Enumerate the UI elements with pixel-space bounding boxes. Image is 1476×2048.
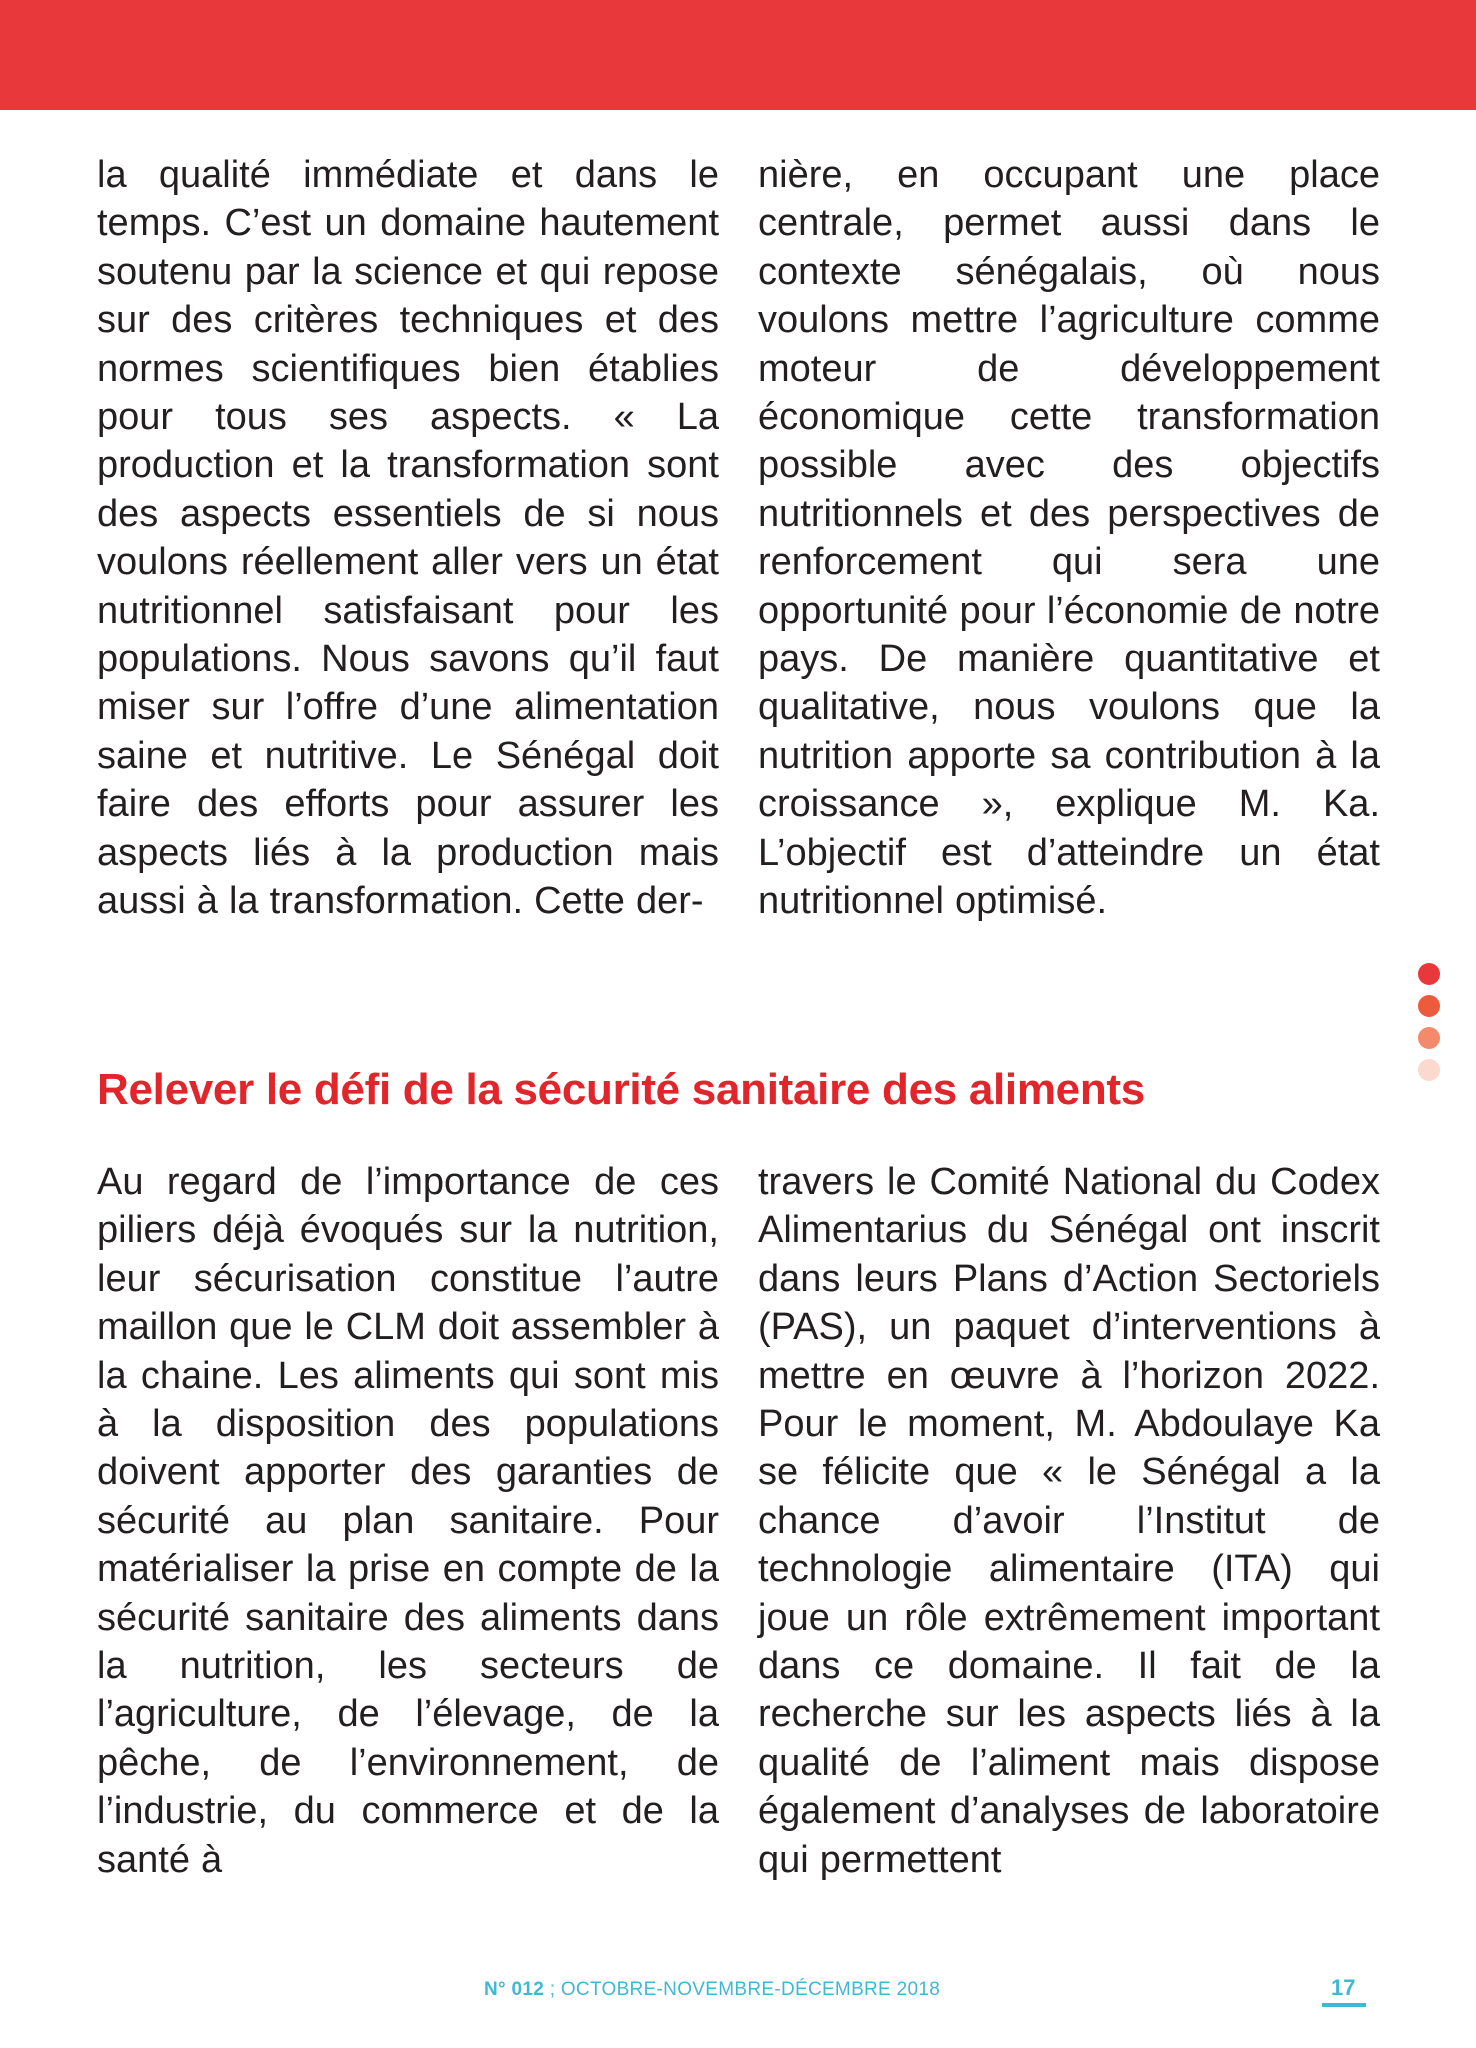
dot-3 — [1418, 1027, 1440, 1049]
section-heading: Relever le défi de la sécurité sanitaire des aliments — [97, 1065, 1145, 1114]
dot-2 — [1418, 995, 1440, 1017]
issue-date: ; OCTOBRE-NOVEMBRE-DÉCEMBRE 2018 — [544, 1979, 941, 2000]
issue-number: N° 012 — [484, 1979, 545, 2000]
article-column-top-right: nière, en occupant une place centrale, permet aussi dans le contexte sénégalais, où nous voulons mettre l’agriculture comme moteur de développement économique cette transformation possible avec des objectifs nutritionnels et des perspectives de renforcement qui sera une opportunité pour l’économie de notre pays. De manière quantitative et qualitative, nous voulons que la nutrition apporte sa contribution à la croissance », explique M. Ka. L’objectif est d’atteindre un état nutritionnel optimisé. — [758, 154, 1380, 923]
header-color-bar — [0, 0, 1476, 110]
article-column-top-left: la qualité immédiate et dans le temps. C’est un domaine hautement soutenu par la science et qui repose sur des critères techniques et des normes scientifiques bien établies pour tous ses aspects. « La production et la transformation sont des aspects essentiels de si nous voulons réellement aller vers un état nutritionnel satisfaisant pour les populations. Nous savons qu’il faut miser sur l’offre d’une alimentation saine et nutritive. Le Sénégal doit faire des efforts pour assurer les aspects liés à la production mais aussi à la transformation. Cette der- — [97, 154, 719, 923]
decorative-dots — [1418, 963, 1442, 1091]
page-number: 17 — [1331, 1975, 1356, 2000]
dot-1 — [1418, 963, 1440, 985]
page-number-underline — [1322, 2003, 1366, 2007]
dot-4 — [1418, 1059, 1440, 1081]
article-column-bottom-right: travers le Comité National du Codex Alimentarius du Sénégal ont inscrit dans leurs Plans d’Action Sectoriels (PAS), un paquet d’interventions à mettre en œuvre à l’horizon 2022. Pour le moment, M. Abdoulaye Ka se félicite que « le Sénégal a la chance d’avoir l’Institut de technologie alimentaire (ITA) qui joue un rôle extrêmement important dans ce domaine. Il fait de la recherche sur les aspects liés à la qualité de l’aliment mais dispose également d’analyses de laboratoire qui permettent — [758, 1161, 1380, 1881]
page-footer — [0, 1976, 1476, 2016]
footer-issue-info — [484, 1976, 940, 2004]
article-column-bottom-left: Au regard de l’importance de ces piliers déjà évoqués sur la nutrition, leur sécurisation constitue l’autre maillon que le CLM doit assembler à la chaine. Les aliments qui sont mis à la disposition des populations doivent apporter des garanties de sécurité au plan sanitaire. Pour matérialiser la prise en compte de la sécurité sanitaire des aliments dans la nutrition, les secteurs de l’agriculture, de l’élevage, de la pêche, de l’environnement, de l’industrie, du commerce et de la santé à — [97, 1161, 719, 1881]
